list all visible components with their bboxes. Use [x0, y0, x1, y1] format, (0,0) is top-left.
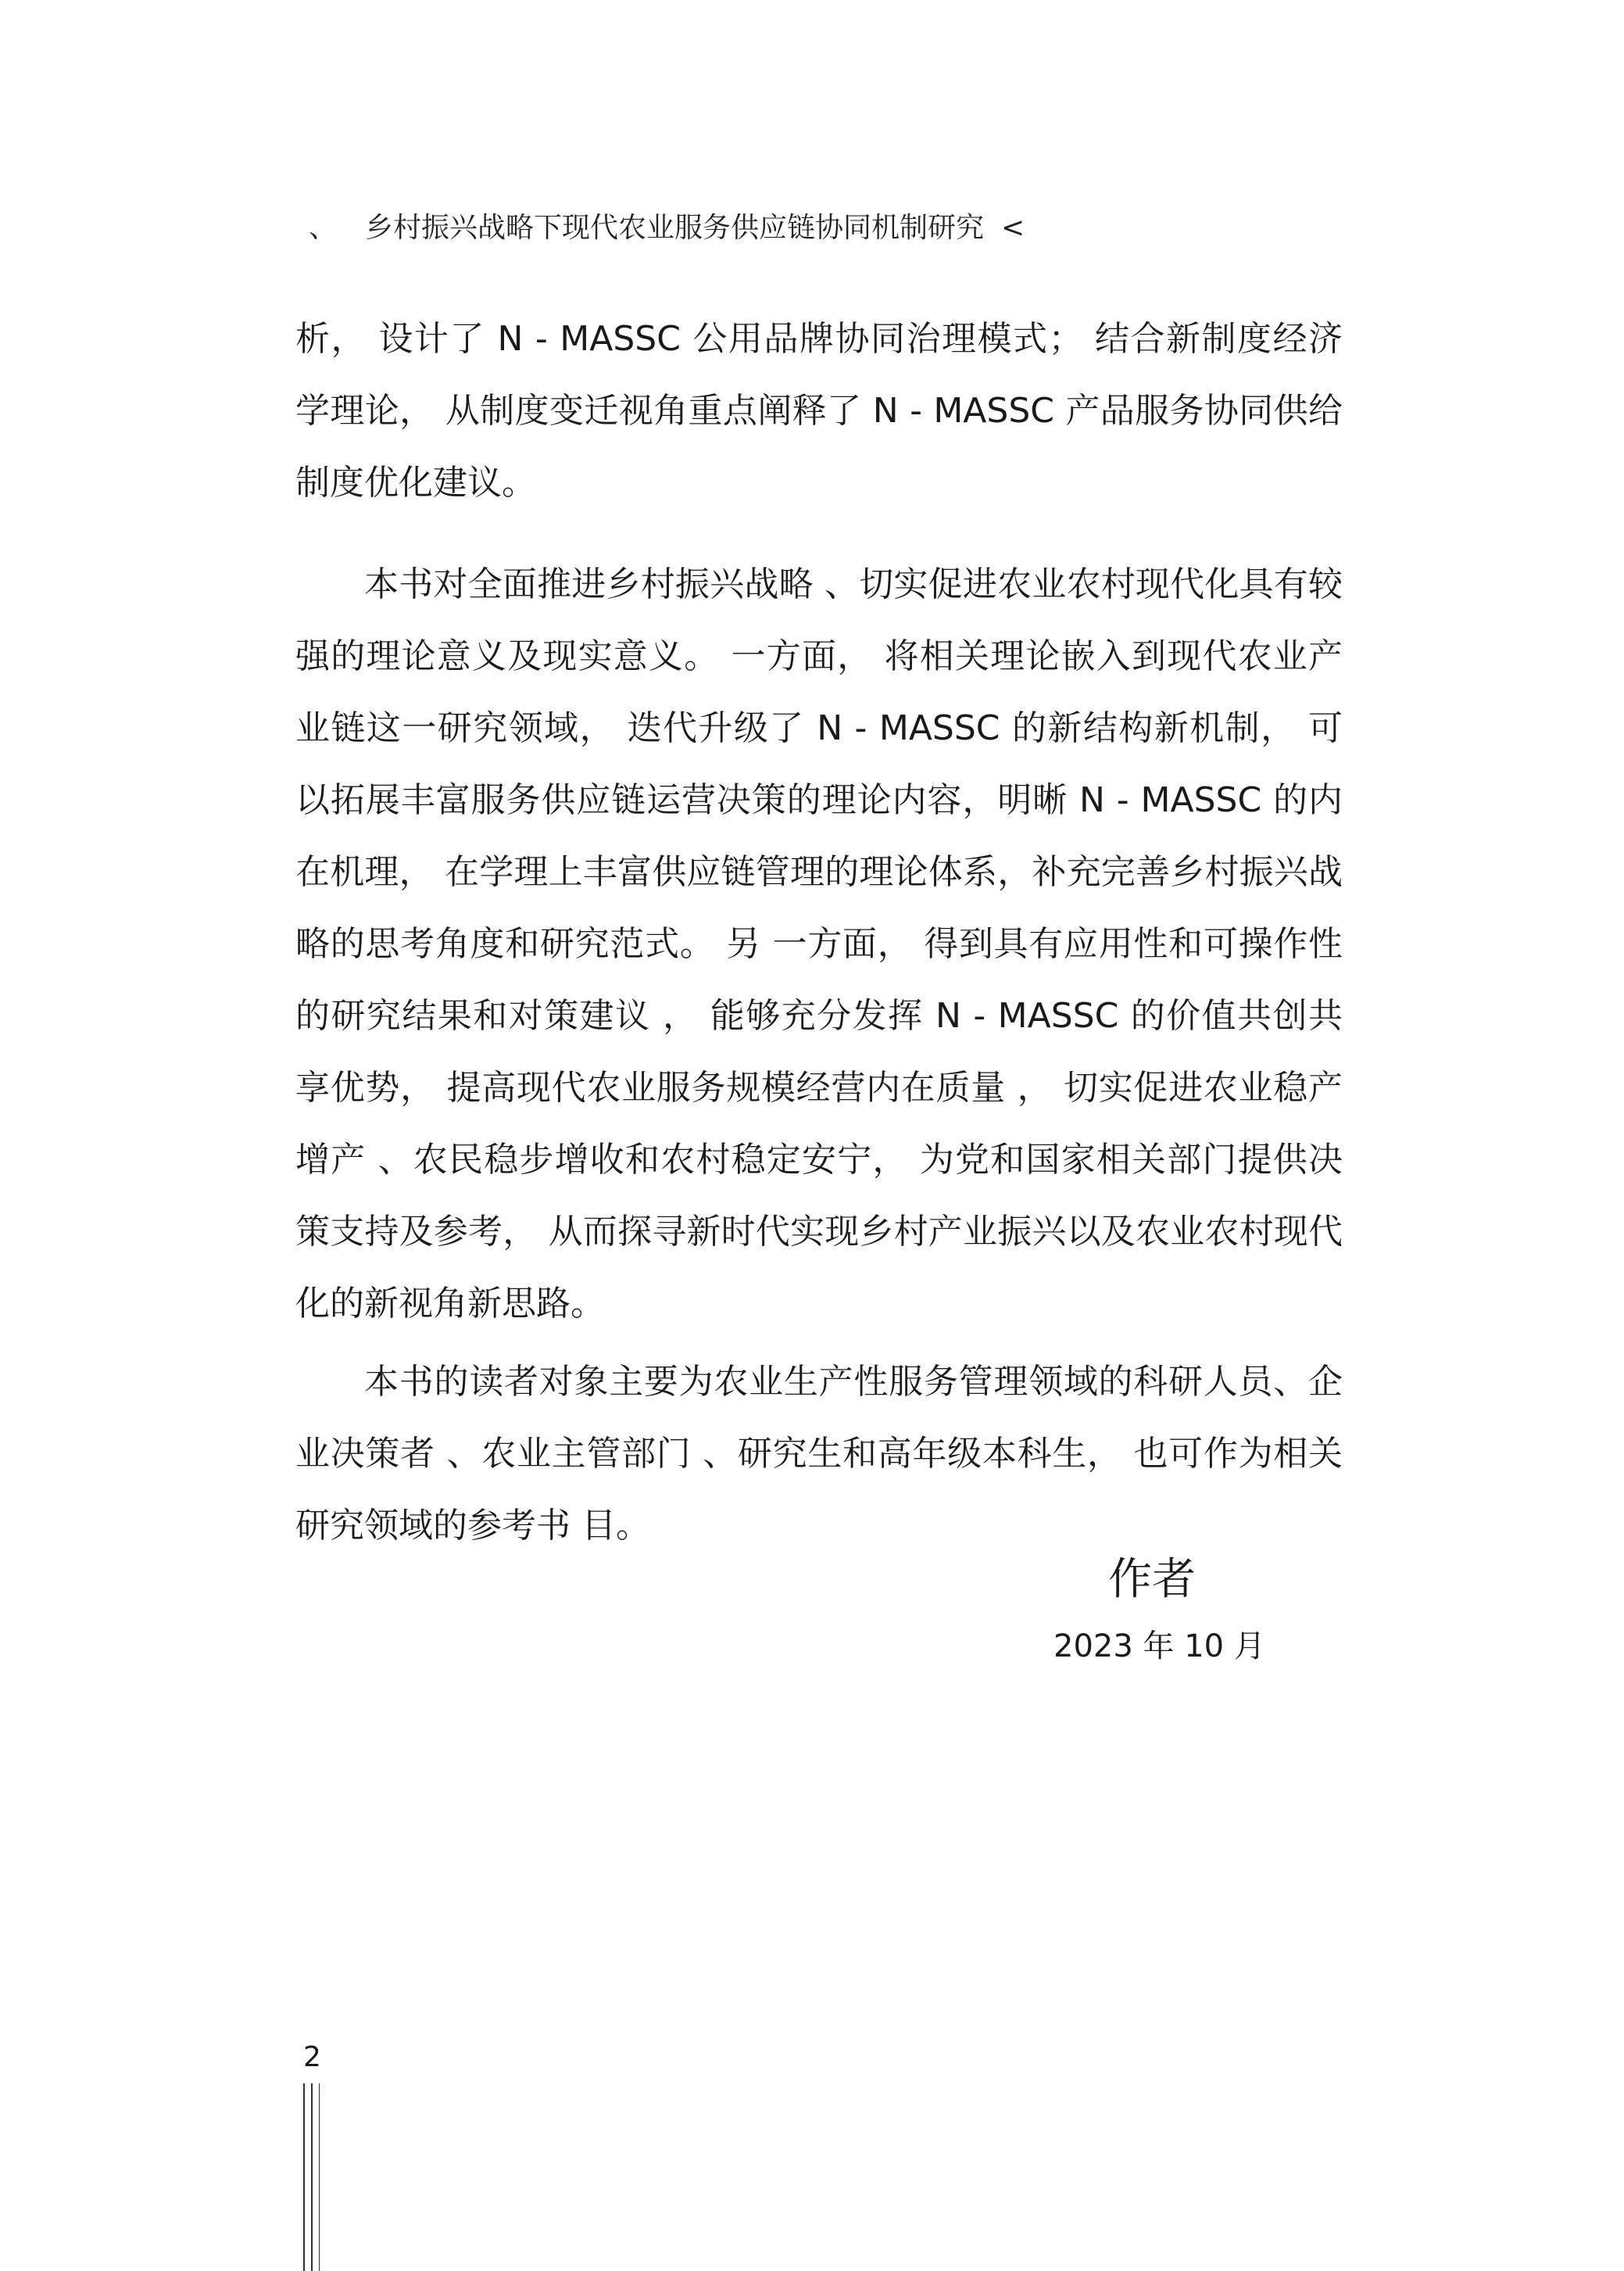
header-title: 乡村振兴战略下现代农业服务供应链协同机制研究 — [365, 212, 985, 244]
signature-date: 2023 年 10 月 — [1053, 1628, 1265, 1664]
margin-rule — [311, 2083, 313, 2271]
paragraph-readers: 本书的读者对象主要为农业生产性服务管理领域的科研人员、企业决策者 、农业主管部门 、研究生和高年级本科生， 也可作为相关研究领域的参考书 目。 — [295, 1362, 1343, 1546]
running-header — [309, 210, 1090, 247]
body-text — [295, 303, 1343, 1562]
header-left-mark: 、 — [309, 212, 338, 244]
paragraph-significance: 本书对全面推进乡村振兴战略 、切实促进农业农村现代化具有较强的理论意义及现实意义。 一方面， 将相关理论嵌入到现代农业产业链这一研究领域， 迭代升级了 N - MASSC 的新结构新机制， 可以拓展丰富服务供应链运营决策的理论内容，明晰 N - MASSC 的内在机理， 在学理上丰富供应链管理的理论体系，补充完善乡村振兴战略的思考角度和研究范式。 另 一方面， 得到具有应用性和可操作性的研究结果和对策建议 ， 能够充分发挥 N - MASSC 的价值共创共享优势， 提高现代农业服务规模经营内在质量 ， 切实促进农业稳产增产 、农民稳步增收和农村稳定安宁， 为党和国家相关部门提供决策支持及参考， 从而探寻新时代实现乡村产业振兴以及农业农村现代化的新视角新思路。 — [295, 564, 1343, 1324]
header-right-mark: < — [1001, 212, 1025, 244]
paragraph-continued: 析， 设计了 N - MASSC 公用品牌协同治理模式； 结合新制度经济学理论， 从制度变迁视角重点阐释了 N - MASSC 产品服务协同供给制度优化建议。 — [295, 319, 1343, 503]
margin-rule — [319, 2083, 320, 2271]
signature-author: 作者 — [1108, 1554, 1196, 1605]
margin-rule — [303, 2083, 305, 2271]
page-number: 2 — [303, 2041, 321, 2073]
